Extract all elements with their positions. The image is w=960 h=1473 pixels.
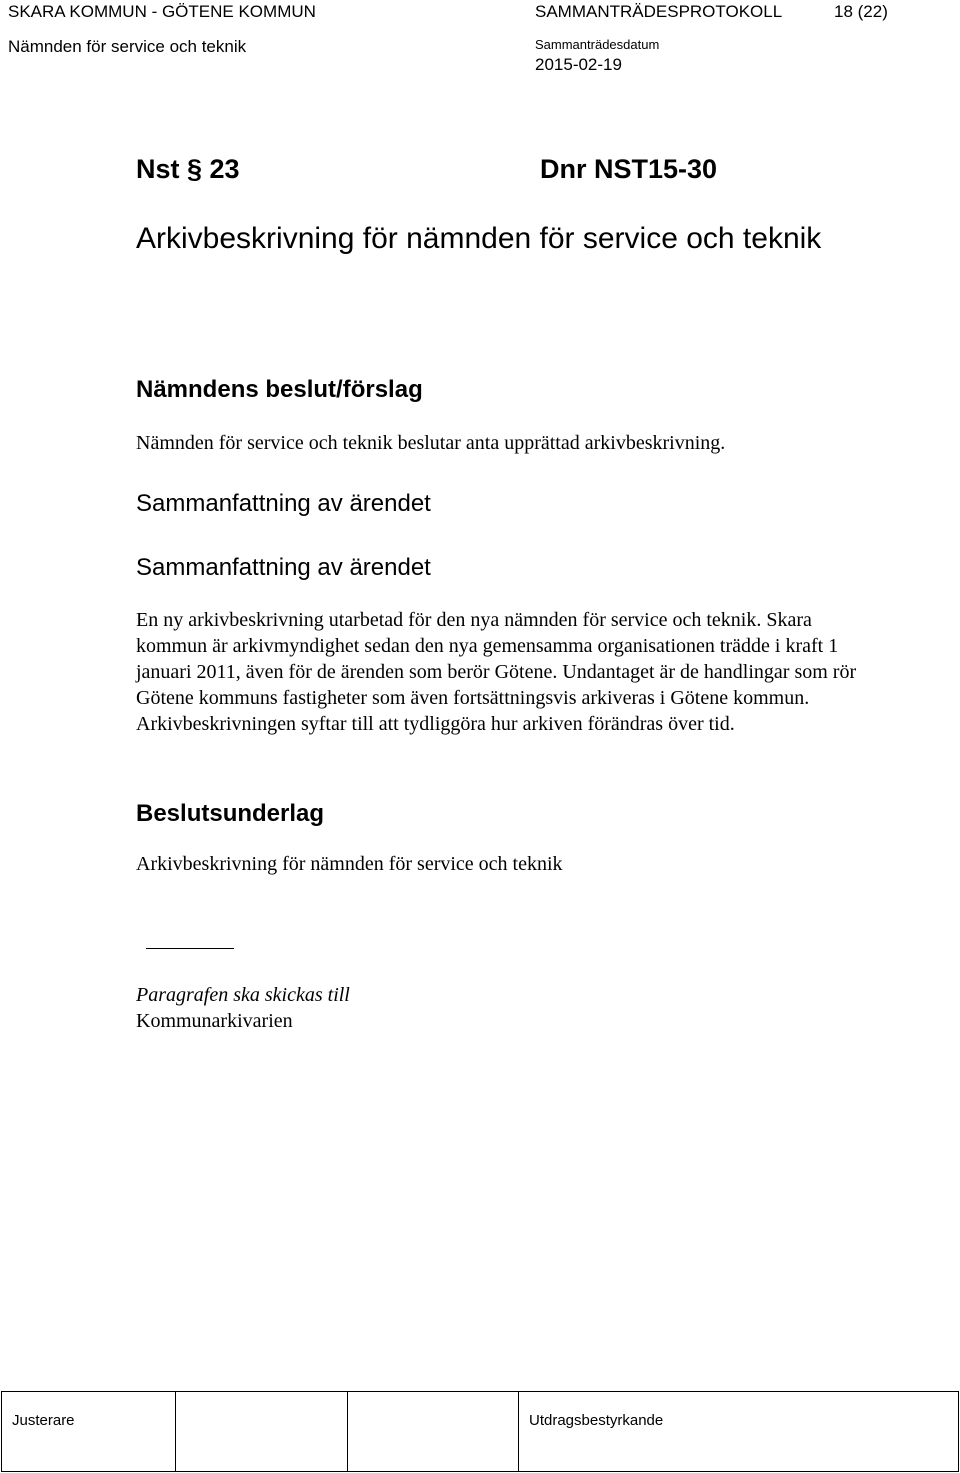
distribution-recipient: Kommunarkivarien	[136, 1010, 293, 1032]
summary-heading: Sammanfattning av ärendet	[136, 490, 431, 517]
signature-box	[1, 1391, 959, 1472]
basis-text: Arkivbeskrivning för nämnden för service och teknik	[136, 853, 563, 875]
signature-divider	[518, 1392, 519, 1471]
summary-text: En ny arkivbeskrivning utarbetad för den nya nämnden för service och teknik. Skara kommun är arkivmyndighet sedan den nya gemensamma organisationen trädde i kraft 1 januari 2011, även för de ärenden som berör Götene. Undantaget är de handlingar som rör Götene kommuns fastigheter som även fortsättningsvis arkiveras i Götene kommun. Arkivbeskrivningen syftar till att tydliggöra hur arkiven förändras över tid.	[136, 609, 857, 735]
case-title: Arkivbeskrivning för nämnden för service och teknik	[136, 222, 822, 255]
signature-divider	[347, 1392, 348, 1471]
distribution-label: Paragrafen ska skickas till	[136, 984, 350, 1006]
separator-line	[146, 948, 234, 949]
decision-text: Nämnden för service och teknik beslutar anta upprättad arkivbeskrivning.	[136, 432, 726, 454]
document-type: SAMMANTRÄDESPROTOKOLL	[535, 2, 783, 21]
basis-heading: Beslutsunderlag	[136, 800, 325, 827]
meeting-date-label: Sammanträdesdatum	[535, 37, 660, 52]
extract-label: Utdragsbestyrkande	[529, 1412, 664, 1429]
meeting-date: 2015-02-19	[535, 55, 622, 74]
page-number: 18 (22)	[834, 2, 888, 21]
decision-heading: Nämndens beslut/förslag	[136, 376, 423, 403]
case-dnr: Dnr NST15-30	[540, 154, 718, 184]
adjuster-label: Justerare	[12, 1412, 75, 1429]
signature-divider	[175, 1392, 176, 1471]
organization-name: SKARA KOMMUN - GÖTENE KOMMUN	[8, 2, 316, 21]
case-paragraph-number: Nst § 23	[136, 154, 240, 184]
summary-subheading: Sammanfattning av ärendet	[136, 554, 431, 581]
committee-name: Nämnden för service och teknik	[8, 37, 247, 56]
